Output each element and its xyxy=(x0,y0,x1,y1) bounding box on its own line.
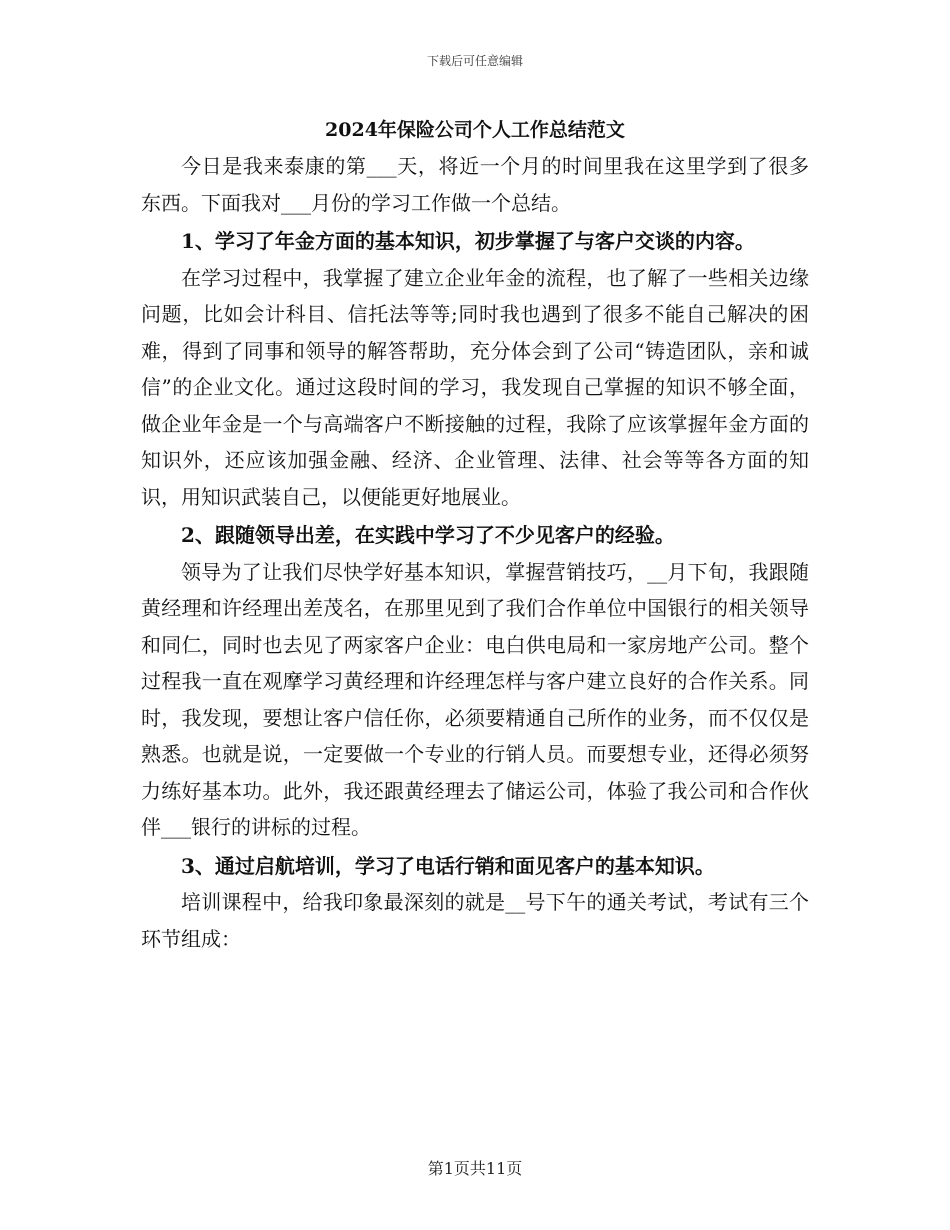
section-3-paragraph: 培训课程中，给我印象最深刻的就是__号下午的通关考试，考试有三个环节组成： xyxy=(141,890,809,951)
section-1-paragraph: 在学习过程中，我掌握了建立企业年金的流程，也了解了一些相关边缘问题，比如会计科目、信托法等等;同时我也遇到了很多不能自己解决的困难，得到了同事和领导的解答帮助，充分体会到了公司“铸造团队，亲和诚信”的企业文化。通过这段时间的学习，我发现自己掌握的知识不够全面，做企业年金是一个与高端客户不断接触的过程，我除了应该掌握年金方面的知识外，还应该加强金融、经济、企业管理、法律、社会等等各方面的知识，用知识武装自己，以便能更好地展业。 xyxy=(141,265,809,509)
page-number: 第1页共11页 xyxy=(427,1159,523,1178)
section-heading-1: 1、学习了年金方面的基本知识，初步掌握了与客户交谈的内容。 xyxy=(181,229,755,253)
section-heading-3: 3、通过启航培训，学习了电话行销和面见客户的基本知识。 xyxy=(181,853,715,878)
document-title: 2024年保险公司个人工作总结范文 xyxy=(325,119,625,141)
intro-paragraph: 今日是我来泰康的第___天，将近一个月的时间里我在这里学到了很多东西。下面我对___月份的学习工作做一个总结。 xyxy=(141,154,809,215)
page-header-note: 下载后可任意编辑 xyxy=(426,54,523,68)
section-2-paragraph: 领导为了让我们尽快学好基本知识，掌握营销技巧，__月下旬，我跟随黄经理和许经理出差茂名，在那里见到了我们合作单位中国银行的相关领导和同仁，同时也去见了两家客户企业：电白供电局和一家房地产公司。整个过程我一直在观摩学习黄经理和许经理怎样与客户建立良好的合作关系。同时，我发现，要想让客户信任你，必须要精通自己所作的业务，而不仅仅是熟悉。也就是说，一定要做一个专业的行销人员。而要想专业，还得必须努力练好基本功。此外，我还跟黄经理去了储运公司，体验了我公司和合作伙伴___银行的讲标的过程。 xyxy=(141,559,809,839)
section-heading-2: 2、跟随领导出差，在实践中学习了不少见客户的经验。 xyxy=(181,523,675,547)
document-body xyxy=(141,112,809,957)
